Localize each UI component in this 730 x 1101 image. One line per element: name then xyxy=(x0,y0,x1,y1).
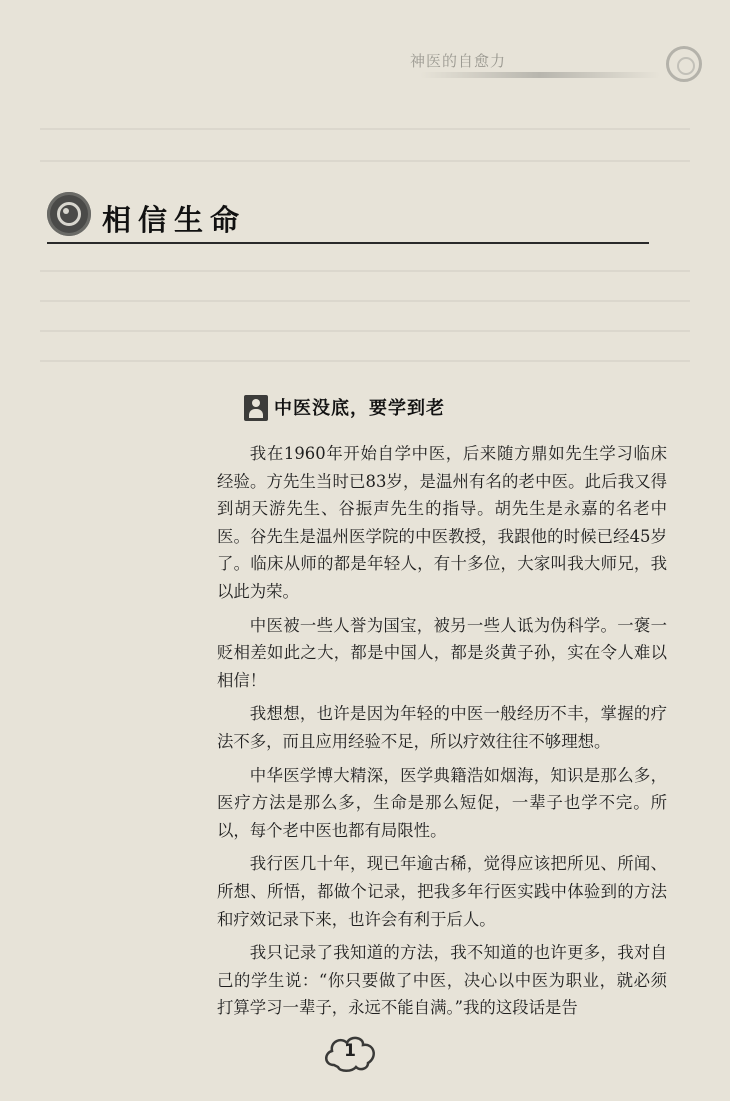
section-title: 中医没底，要学到老 xyxy=(274,398,445,419)
book-emblem-icon xyxy=(666,46,702,82)
running-head-swoosh xyxy=(420,72,660,78)
paragraph: 我行医几十年，现已年逾古稀，觉得应该把所见、所闻、所想、所悟，都做个记录，把我多年行医实践中体验到的方法和疗效记录下来，也许会有利于后人。 xyxy=(217,854,667,929)
chapter-title: 相信生命 xyxy=(102,203,247,237)
page-number-badge xyxy=(320,1033,380,1073)
bleed-through-line xyxy=(40,300,690,302)
doctor-portrait-icon xyxy=(244,395,268,421)
page-number: 1 xyxy=(344,1041,356,1061)
cloud-ornament-icon xyxy=(47,192,91,236)
section-heading xyxy=(244,393,664,423)
paragraph: 我只记录了我知道的方法，我不知道的也许更多，我对自己的学生说：“你只要做了中医，决心以中医为职业，就必须打算学习一辈子，永远不能自满。”我的这段话是告 xyxy=(217,943,667,1018)
bleed-through-line xyxy=(40,360,690,362)
bleed-through-line xyxy=(40,128,690,130)
running-head-text: 神医的自愈力 xyxy=(410,52,507,70)
body-text xyxy=(217,440,667,1022)
bleed-through-line xyxy=(40,160,690,162)
paragraph: 中医被一些人誉为国宝，被另一些人诋为伪科学。一褒一贬相差如此之大，都是中国人，都是炎黄子孙，实在令人难以相信！ xyxy=(217,615,667,690)
chapter-rule xyxy=(47,242,649,244)
running-head xyxy=(410,46,710,86)
paragraph: 我想想，也许是因为年轻的中医一般经历不丰，掌握的疗法不多，而且应用经验不足，所以疗效往往不够理想。 xyxy=(217,704,667,751)
bleed-through-line xyxy=(40,330,690,332)
paragraph: 中华医学博大精深，医学典籍浩如烟海，知识是那么多，医疗方法是那么多，生命是那么短促，一辈子也学不完。所以，每个老中医也都有局限性。 xyxy=(217,765,667,840)
bleed-through-line xyxy=(40,270,690,272)
paragraph: 我在1960年开始自学中医，后来随方鼎如先生学习临床经验。方先生当时已83岁，是温州有名的老中医。此后我又得到胡天游先生、谷振声先生的指导。胡先生是永嘉的名老中医。谷先生是温州医学院的中医教授，我跟他的时候已经45岁了。临床从师的都是年轻人，有十多位，大家叫我大师兄，我以此为荣。 xyxy=(217,444,667,601)
chapter-heading xyxy=(47,190,649,246)
